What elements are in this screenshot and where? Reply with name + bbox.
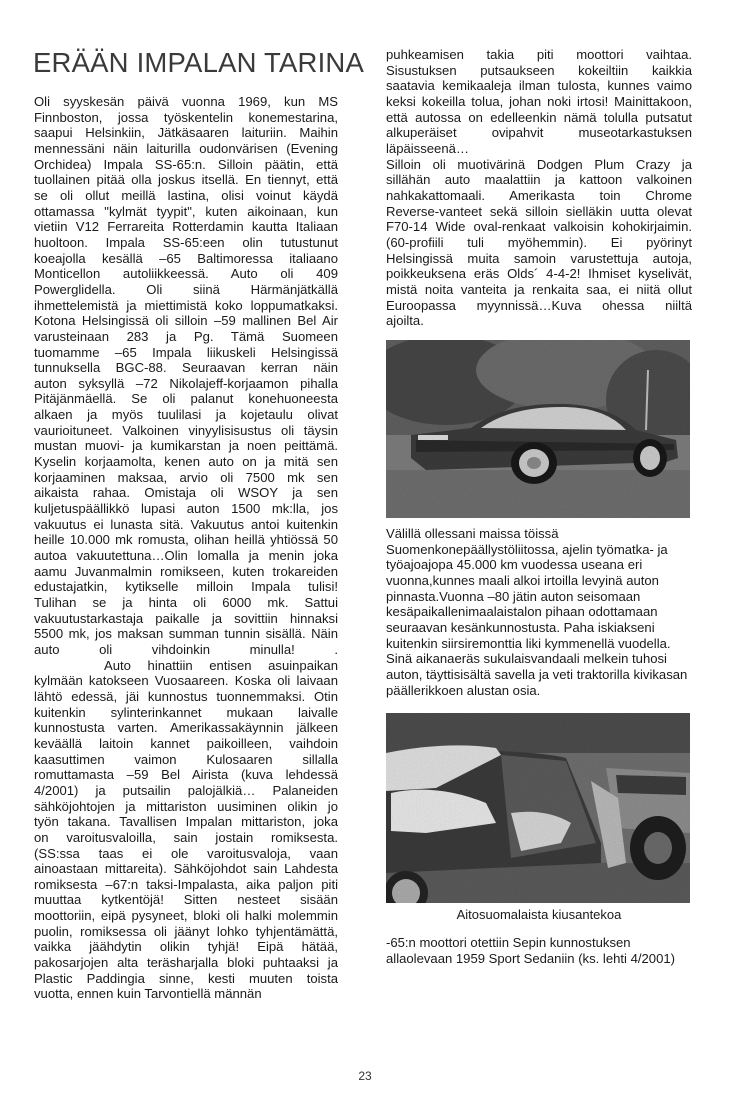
text-line: eräs sukulaisvandaali melkein tuhosi auton, täytti (386, 651, 667, 682)
left-column-text (34, 94, 338, 1002)
text-line: vaurioituneet. Valkoinen vinyylisisustus oli täysin (34, 422, 338, 438)
text-line: pakosarjojen alta teräsharjalla bloki puhtaaksi ja (34, 955, 338, 971)
text-line: alkaen ja myös tuulilasi ja kojetaulu olivat (34, 407, 338, 423)
text-line: vakuutus ei lunasta sitä. Vakuutus antoi kuitenkin (34, 516, 338, 532)
text-line: F70-14 Wide oval-renkaat valkoisin kohokirjaimin. (386, 219, 692, 235)
text-line: mustan muovi- ja kumikarstan ja noen peittämä. (34, 438, 338, 454)
text-line: on varoitusvaloilla, sain jostain romiksesta. (34, 829, 338, 845)
text-line: ihmettelemistä ja miettimistä koko loppumatkaksi. (34, 297, 338, 313)
text-line: puhkeamisen takia piti moottori vaihtaa. (386, 47, 692, 62)
text-line: tuomamme –65 Impala liikuskeli Helsingissä (34, 344, 338, 360)
text-line: 4/2001) ja putsailin palojälkiä… Palaneiden (34, 782, 338, 798)
text-line: korjaaminen maksaa, arvio oli 7500 mk sen (34, 469, 338, 485)
photo-damaged-impala (386, 713, 690, 903)
text-line: varusteinaan 283 ja Pg. Tämä Suomeen (34, 328, 338, 344)
text-line: poikkeuksena eräs Olds´ 4-4-2! Ihmiset kyselivät, (386, 266, 692, 282)
text-line: alkuperäiset ovipahvit museotarkastuksen (386, 125, 692, 141)
text-line: -65:n moottori otettiin Sepin kunnostuksen alla (386, 935, 631, 966)
text-line: sisältä savella ja veti traktorilla kivikasan päälle (386, 666, 688, 698)
text-line: Sisustuksen putsaukseen kokeiltiin kaikkia (386, 62, 692, 78)
text-line: muuttaa kytkentöjä! Sitten nesteet sisään (34, 892, 338, 908)
text-line: vuotta, ennen kuin Tarvontiellä männän (34, 986, 262, 1002)
text-line: Silloin oli muotivärinä Dodgen Plum Crazy ja (386, 156, 692, 172)
text-line: Tulihan se ja hinta oli 6000 mk. Sattui (34, 595, 338, 610)
text-line: Kotona Helsingissä oli silloin –59 mallinen Bel Air (34, 313, 338, 329)
text-line: huoltoon. Impala SS-65:een olin tutustunut (34, 234, 338, 250)
text-line: ainoastaan mittareita). Sähköjohdot sain Lahdesta (34, 861, 338, 877)
text-line: keväällä laitoin kannet paikoilleen, vaihdoin (34, 735, 338, 751)
text-line: Pitäjänmäellä. Se oli palanut konehuoneesta (34, 391, 338, 407)
text-line: Kyselin korjaamolta, kenen auto on ja mitä sen (34, 454, 338, 470)
text-line: mistä noita vanteita ja renkaita saa, ei niitä ollut (386, 281, 692, 297)
text-line: ottamassa "kylmät tyypit", kuten aikoinaan, kun (34, 203, 338, 219)
text-line: 5500 mk, jos maksan summan tunnin sisällä. Näin (34, 626, 338, 642)
text-line: se oli ollut meillä lastina, olisi voinut käydä (34, 187, 338, 203)
text-line: ajoilta. (386, 313, 424, 329)
text-line: kuitenkin sylinterinkannet mukaan laivalle (34, 704, 338, 720)
text-line: nahkakattomaali. Amerikasta toin Chrome (386, 187, 692, 203)
text-line: autoa vakuutettuna…Olin lomalla ja menin joka (34, 548, 338, 564)
text-line: (SS:ssa taas ei ole varoitusvaloja, vaan (34, 845, 338, 861)
text-line: Monticellon autoliikkeessä. Auto oli 409 (34, 266, 338, 282)
text-line: sillähän auto maalattiin ja kattoon valkoinen (386, 172, 692, 188)
text-line: auto oli vihdoinkin minulla! . (34, 641, 338, 657)
text-line: kaasuttimen vaimon Kulosaaren sillalla (34, 751, 338, 767)
text-line: kylmään katokseen Vuosaareen. Koska oli laivaan (34, 673, 338, 689)
text-line: mennessäni näin laiturilla oudonvärisen (Evening (34, 140, 338, 156)
text-line: Euroopassa myynnissä…Kuva ohessa niiltä (386, 297, 692, 313)
damaged-car-photo-image (386, 713, 690, 903)
text-line: moottoriin, eipä pysyneet, bloki oli halki molemmin (34, 908, 338, 924)
closing-paragraph (386, 935, 692, 966)
text-line: heille 10.000 mk romusta, olihan heillä yhtiössä 50 (34, 532, 338, 548)
text-line: aikaista rahaa. Omistaja oli WSOY ja sen (34, 485, 338, 501)
text-line: vakuutustarkastaja paikalle ja sovittiin hinnaksi (34, 610, 338, 626)
text-line: Plastic Paddingia sinne, kesti muuten toista (34, 970, 338, 986)
text-line: romuttamasta –59 Bel Airista (kuva lehdessä (34, 767, 338, 783)
text-line: Reverse-vanteet sekä silloin sielläkin uutta olevat (386, 203, 692, 219)
text-line: kunnes maali alkoi irtoilla levyinä auton pinnasta. (386, 572, 659, 604)
text-line: saapui Helsinkiin, Jätkäsaaren laituriin. Maihin (34, 125, 338, 141)
car-photo-image (386, 340, 690, 518)
text-line: kuljetuspäällikkö lupasi auton 1500 mk:lla, jos (34, 501, 338, 517)
photo-caption: Aitosuomalaista kiusantekoa (456, 907, 622, 922)
text-line: olevaan 1959 Sport Sedaniin (ks. lehti 4/2001) (406, 950, 675, 966)
text-line: tunnuksella BGC-88. Seuraavan kerran näin (34, 360, 338, 376)
page-title: ERÄÄN IMPALAN TARINA (33, 47, 365, 78)
text-line: Orchidea) Impala SS-65:n. Silloin päätin, että (34, 156, 338, 172)
text-line: kunnostusta varten. Amerikassakäynnin jälkeen (34, 720, 338, 736)
text-line: Powerglidella. Oli siinä Härmänjätkällä (34, 281, 338, 297)
text-line: Vuonna –80 jätin auton seisomaan kesäpaikalleni (386, 588, 641, 620)
text-line: työn takana. Tavallisen Impalan mittariston, joka (34, 814, 338, 830)
text-line: rikkoen alustan osia. (420, 682, 541, 698)
text-line: puolin, romiksessa oli jäänyt lohko tyhjentämättä, (34, 923, 338, 939)
text-line: että autossa on edelleenkin nämä tolulla putsatut (386, 109, 692, 125)
text-line: romiksesta –67:n taksi-Impalasta, aika paljon piti (34, 876, 338, 892)
text-line: kunnostusta. Paha iskiakseni kuitenkin siirsi (386, 619, 655, 651)
text-line: Helsingissä muita samoin varustettuja autoja, (386, 250, 692, 266)
right-column-text (386, 47, 692, 329)
text-line: läpäisseenä… (386, 140, 469, 156)
text-line: Auto hinattiin entisen asuinpaikan (104, 657, 338, 673)
text-line: tuollainen pitää olla joskus itsellä. En tiennyt, että (34, 172, 338, 188)
text-line: jopa 45.000 km vuodessa useana eri vuonna, (386, 557, 643, 588)
text-line: aamu Juvanmalmin romikseen, kuten trokareiden (34, 563, 338, 579)
middle-paragraph (386, 526, 692, 698)
text-line: saatavia kemikaaleja ilman tulosta, kunnes vaimo (386, 78, 692, 94)
text-line: Oli syyskesän päivä vuonna 1969, kun MS (34, 94, 338, 109)
text-line: keksi kokeilla tolua, johan noki irtosi! Mainittakoon, (386, 93, 692, 109)
text-line: Finnboston, jossa työskentelin konemestarina, (34, 109, 338, 125)
text-line: auton syksyllä –72 Nikolajeff-korjaamon pihalla (34, 375, 338, 391)
text-line: maalaistalon pihaan odottamaan seuraavan kesän (386, 604, 658, 635)
text-line: remonttia liki kymmenellä vuodella. Sinä aikana (386, 635, 671, 667)
text-line: (60-profiili tuli myöhemmin). Ei pyörinyt (386, 234, 692, 250)
photo-restored-impala (386, 340, 690, 518)
text-line: lähtö edessä, jäi kunnostus tuonnemmaksi. Otin (34, 688, 338, 704)
page-number: 23 (358, 1069, 372, 1083)
text-line: sähköjohtojen ja mittariston uusiminen olikin jo (34, 798, 338, 814)
text-line: vaikka jäähdytin olikin tyhjä! Eipä hätää, (34, 939, 338, 955)
text-line: konepäällystöliitossa, ajelin työmatka- ja työajoa (386, 541, 668, 573)
text-line: edustajatkin, kytikselle milloin Impala tulisi! (34, 579, 338, 595)
text-line: vietiin V12 Ferrareita Rotterdamin kautta Italiaan (34, 219, 338, 235)
text-line: koeajolla kesällä –65 Baltimoressa italiaano (34, 250, 338, 266)
text-line: Välillä ollessani maissa töissä Suomen (386, 526, 559, 557)
